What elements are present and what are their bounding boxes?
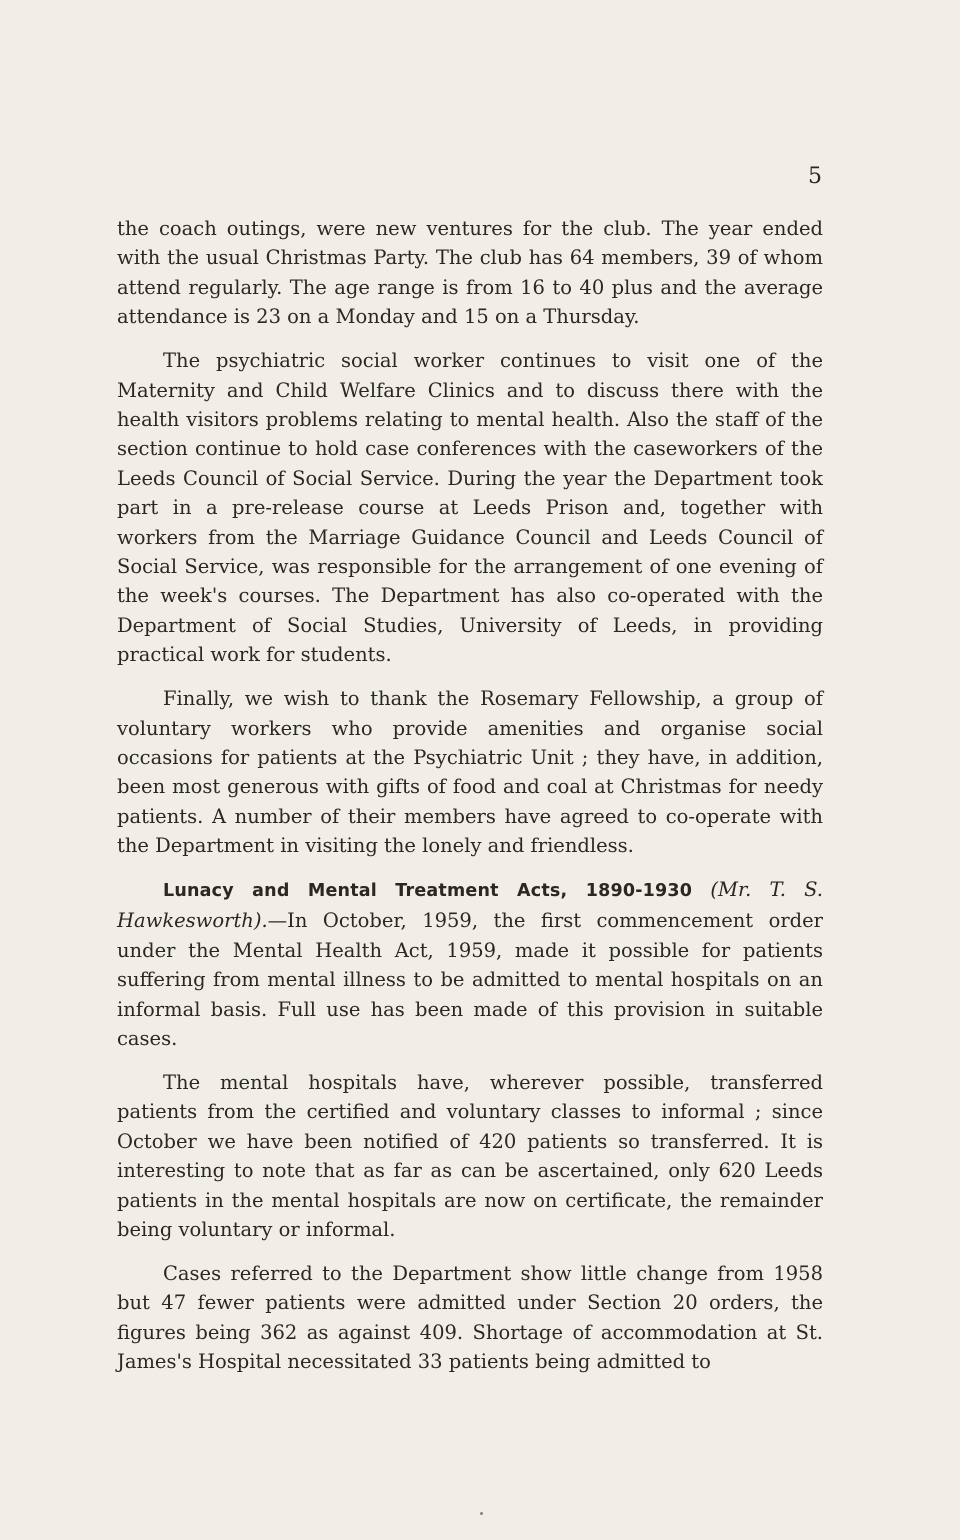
section-heading: Lunacy and Mental Treatment Acts, 1890-1930 bbox=[163, 881, 693, 902]
section-text: —In October, 1959, the first commencement order under the Mental Health Act, 1959, made it possible for patients suffering from mental illness to be admitted to mental hospitals on an informal basis. Full use has been made of this provision in suitable cases. bbox=[117, 909, 823, 1051]
paragraph-mental-hospitals: The mental hospitals have, wherever possible, transferred patients from the certified and voluntary classes to informal ; since October we have been notified of 420 patients so transferred. It is interesting to note that as far as can be ascertained, only 620 Leeds patients in the mental hospitals are now on certificate, the remainder being voluntary or informal. bbox=[117, 1070, 823, 1241]
paper-speck bbox=[480, 1512, 483, 1515]
page-number: 5 bbox=[808, 164, 822, 189]
paragraph-club-summary: the coach outings, were new ventures for the club. The year ended with the usual Christmas Party. The club has 64 members, 39 of whom attend regularly. The age range is from 16 to 40 plus and the average attendance is 23 on a Monday and 15 on a Thursday. bbox=[117, 217, 823, 329]
body-text bbox=[117, 214, 823, 1391]
section-author: (Mr. T. S. Hawkesworth). bbox=[117, 878, 823, 933]
paragraph-social-worker: The psychiatric social worker continues to visit one of the Maternity and Child Welfare Clinics and to discuss there with the health visitors problems relating to mental health. Also the staff of the section continue to hold case conferences with the caseworkers of the Leeds Council of Social Service. During the year the Department took part in a pre-release course at Leeds Prison and, together with workers from the Marriage Guidance Council and Leeds Council of Social Service, was responsible for the arrangement of one evening of the week's courses. The Department has also co-operated with the Department of Social Studies, University of Leeds, in providing practical work for students. bbox=[117, 349, 823, 667]
section-lunacy-acts bbox=[117, 875, 823, 1053]
paragraph-cases-referred: Cases referred to the Department show little change from 1958 but 47 fewer patients were admitted under Section 20 orders, the figures being 362 as against 409. Shortage of accommodation at St. James's Hospital necessitated 33 patients being admitted to bbox=[117, 1261, 823, 1374]
paragraph-rosemary-fellowship: Finally, we wish to thank the Rosemary Fellowship, a group of voluntary workers who provide amenities and organise social occasions for patients at the Psychiatric Unit ; they have, in addition, been most generous with gifts of food and coal at Christmas for needy patients. A number of their members have agreed to co-operate with the Department in visiting the lonely and friendless. bbox=[117, 687, 823, 858]
